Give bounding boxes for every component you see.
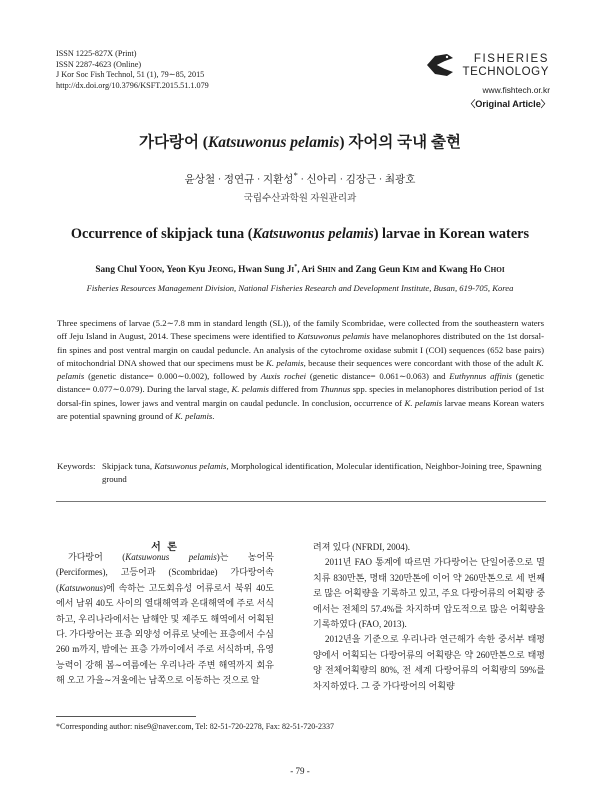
korean-affiliation: 국립수산과학원 자원관리과 xyxy=(243,194,357,204)
abstract: Three specimens of larvae (5.2∼7.8 mm in standard length (SL)), of the family Scombridae, were collected from the southeastern waters off Jeju Island in August, 2014. These specimens were identified to Katsuwonus pelamis have melanophores distributed on the 1st dorsal-fin spines and post ventral margin on caudal peduncle. An analysis of the cytochrome oxidase submit I (COI) sequences (652 base pairs) of mitochondrial DNA showed that our specimens must be K. pelamis, because their sequences were concordant with those of the adult K. pelamis (genetic distance= 0.000∼0.002), followed by Auxis rochei (genetic distance= 0.061∼0.063) and Euthynnus affinis (genetic distance= 0.077∼0.079). During the larval stage, K. pelamis differed from Thunnus spp. species in melanophores distribution period of 1st dorsal-fin spines, lower jaws and ventral margin on caudal peduncle. In conclusion, occurrence of K. pelamis larvae means Korean waters are potential spawning ground of K. pelamis. xyxy=(57,318,545,422)
article-type: 〈Original Article〉 xyxy=(466,99,550,109)
issn-online: ISSN 2287-4623 (Online) xyxy=(56,59,142,69)
journal-website[interactable]: www.fishtech.or.kr xyxy=(482,85,550,95)
journal-logo xyxy=(425,50,550,90)
section-heading-introduction: 서 론 xyxy=(151,542,179,553)
english-author: Sang Chul YOON xyxy=(95,265,163,276)
intro-paragraph-1-continued: 려져 있다 (NFRDI, 2004). xyxy=(313,542,411,552)
english-title-species: Katsuwonus pelamis xyxy=(252,226,374,242)
intro-paragraph-2: 2011년 FAO 통계에 따르면 가다랑어는 단일어종으로 멸치류 830만톤, 명태 320만톤에 이어 약 260만톤으로 세 번째로 많은 어획량을 기록하고 있고, 주요 다랑어류의 어획량 중에서는 전체의 57.4%를 차지하며 압도적으로 많은 어획량을 기록하였다 (FAO, 2013). xyxy=(313,557,545,630)
english-author: Hwan Sung JI* xyxy=(238,264,298,276)
english-author: Ari SHIN xyxy=(301,265,336,276)
english-author: Yeon Kyu JEONG xyxy=(166,265,234,276)
fish-logo-icon xyxy=(425,52,455,78)
intro-paragraph-1: 가다랑어 (Katsuwonus pelamis)는 농어목 (Perciformes), 고등어과 (Scombridae) 가다랑어속 (Katsuwonus)에 속하는 고도회유성 어류로서 북위 40도에서 남위 40도 사이의 열대해역과 온대해역에 주로 서식하고, 우리나라에서는 남해안 및 제주도 해역에서 어획된다. 가다랑어는 표층 외양성 어류로 낮에는 표층에서 수심 260 m까지, 밤에는 표층 가까이에서 주로 서식하며, 유영능력이 강해 봄∼여름에는 우리나라 주변 해역까지 회유해 오고 가을∼겨울에는 남쪽으로 이동하는 것으로 알 xyxy=(56,552,274,686)
keywords-label: Keywords: xyxy=(57,461,96,471)
korean-title-species: Katsuwonus pelamis xyxy=(207,134,340,151)
journal-metadata xyxy=(56,49,209,91)
english-author: Zang Geun KIM xyxy=(355,265,420,276)
doi-link[interactable]: http://dx.doi.org/10.3796/KSFT.2015.51.1.079 xyxy=(56,80,209,90)
english-authors: Sang Chul YOON, Yeon Kyu JEONG, Hwan Sung JI*, Ari SHIN and Zang Geun KIM and Kwang Ho CHOI xyxy=(95,264,505,276)
footnote-divider xyxy=(56,716,196,717)
keywords xyxy=(57,460,544,487)
issn-print: ISSN 1225-827X (Print) xyxy=(56,49,137,58)
korean-title: 가다랑어 (Katsuwonus pelamis) 자어의 국내 출현 xyxy=(139,134,461,151)
page-number: - 79 - xyxy=(290,766,310,776)
corresponding-mark: * xyxy=(293,170,298,180)
english-affiliation: Fisheries Resources Management Division, National Fisheries Research and Development Institute, Busan, 619-705, Korea xyxy=(86,283,514,293)
english-title: Occurrence of skipjack tuna (Katsuwonus pelamis) larvae in Korean waters xyxy=(70,226,530,242)
keywords-list: Skipjack tuna, Katsuwonus pelamis, Morphological identification, Molecular identification, Neighbor-Joining tree, Spawning ground xyxy=(102,461,542,485)
citation: J Kor Soc Fish Technol, 51 (1), 79∼85, 2015 xyxy=(56,70,205,80)
body-column-right xyxy=(313,540,545,694)
intro-paragraph-3: 2012년을 기준으로 우리나라 연근해가 속한 중서부 태평양에서 어획되는 다랑어류의 어획량은 약 260만톤으로 태평양 전체어획량의 80%, 전 세계 다랑어류의 어획량의 59%를 차지하였다. 그 중 가다랑어의 어획량 xyxy=(313,634,545,691)
corresponding-author-footnote: *Corresponding author: nise9@naver.com, Tel: 82-51-720-2278, Fax: 82-51-720-2337 xyxy=(56,722,334,731)
korean-authors: 윤상철 · 정연규 · 지환성* · 신아리 · 김장근 · 최광호 xyxy=(184,170,416,186)
logo-line1: FISHERIES xyxy=(473,53,549,65)
logo-line2: TECHNOLOGY xyxy=(462,66,549,78)
english-author: Kwang Ho CHOI xyxy=(438,265,505,276)
section-divider xyxy=(56,501,546,502)
body-column-left xyxy=(56,550,274,689)
